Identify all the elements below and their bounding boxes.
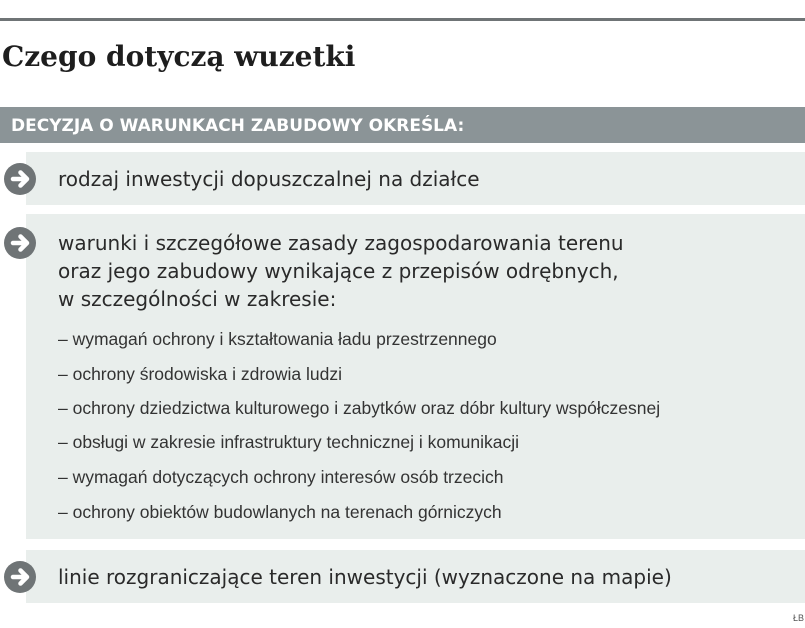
arrow-right-circle-icon bbox=[3, 226, 37, 260]
top-rule bbox=[0, 18, 805, 21]
sub-list-item: – wymagań dotyczących ochrony interesów osób trzecich bbox=[58, 467, 504, 487]
list-item-text: rodzaj inwestycji dopuszczalnej na działce bbox=[58, 167, 480, 191]
arrow-right-circle-icon bbox=[3, 162, 37, 196]
list-item-line: w szczególności w zakresie: bbox=[58, 287, 337, 311]
arrow-right-circle-icon bbox=[3, 560, 37, 594]
sub-list-item: – ochrony dziedzictwa kulturowego i zabytków oraz dóbr kultury współczesnej bbox=[58, 398, 661, 418]
list-item-text: linie rozgraniczające teren inwestycji (wyznaczone na mapie) bbox=[58, 565, 672, 589]
author-credit: ŁB bbox=[792, 613, 804, 623]
sub-list-item: – ochrony środowiska i zdrowia ludzi bbox=[58, 364, 343, 384]
sub-list-item: – obsługi w zakresie infrastruktury technicznej i komunikacji bbox=[58, 432, 520, 452]
section-header-bar bbox=[0, 107, 805, 143]
sub-list-item: – ochrony obiektów budowlanych na terenach górniczych bbox=[58, 502, 502, 522]
page-title: Czego dotyczą wuzetki bbox=[2, 40, 356, 73]
list-item-line: warunki i szczegółowe zasady zagospodarowania terenu bbox=[58, 231, 624, 255]
list-item-line: oraz jego zabudowy wynikające z przepisów odrębnych, bbox=[58, 259, 619, 283]
section-header-text: DECYZJA O WARUNKACH ZABUDOWY OKREŚLA: bbox=[11, 116, 465, 136]
sub-list-item: – wymagań ochrony i kształtowania ładu przestrzennego bbox=[58, 329, 497, 349]
